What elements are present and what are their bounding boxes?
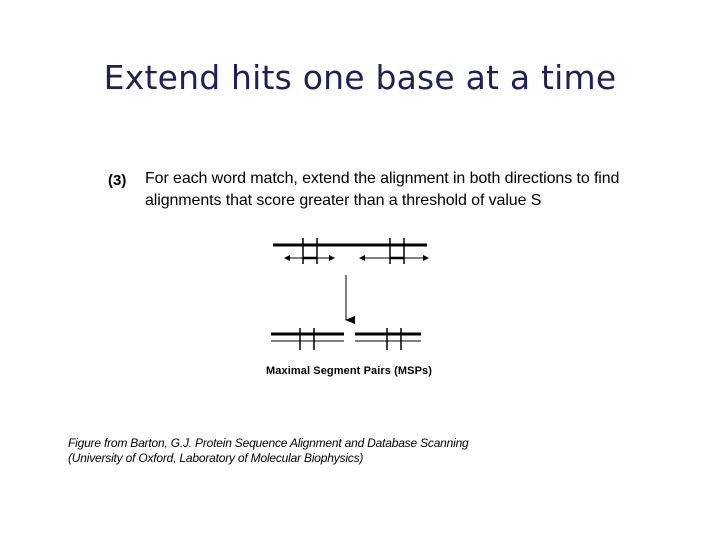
step-text-line-2: alignments that score greater than a threshold of value S — [145, 192, 542, 209]
step-text-line-1: For each word match, extend the alignment in both directions to find — [145, 170, 620, 187]
msp-label: Maximal Segment Pairs (MSPs) — [266, 365, 433, 377]
figure-citation — [68, 436, 469, 466]
citation-line-1: Figure from Barton, G.J. Protein Sequence Alignment and Database Scanning — [68, 436, 469, 450]
step-number: (3) — [108, 172, 127, 189]
citation-line-2: (University of Oxford, Laboratory of Molecular Biophysics) — [68, 451, 364, 465]
slide-title: Extend hits one base at a time — [103, 58, 617, 97]
